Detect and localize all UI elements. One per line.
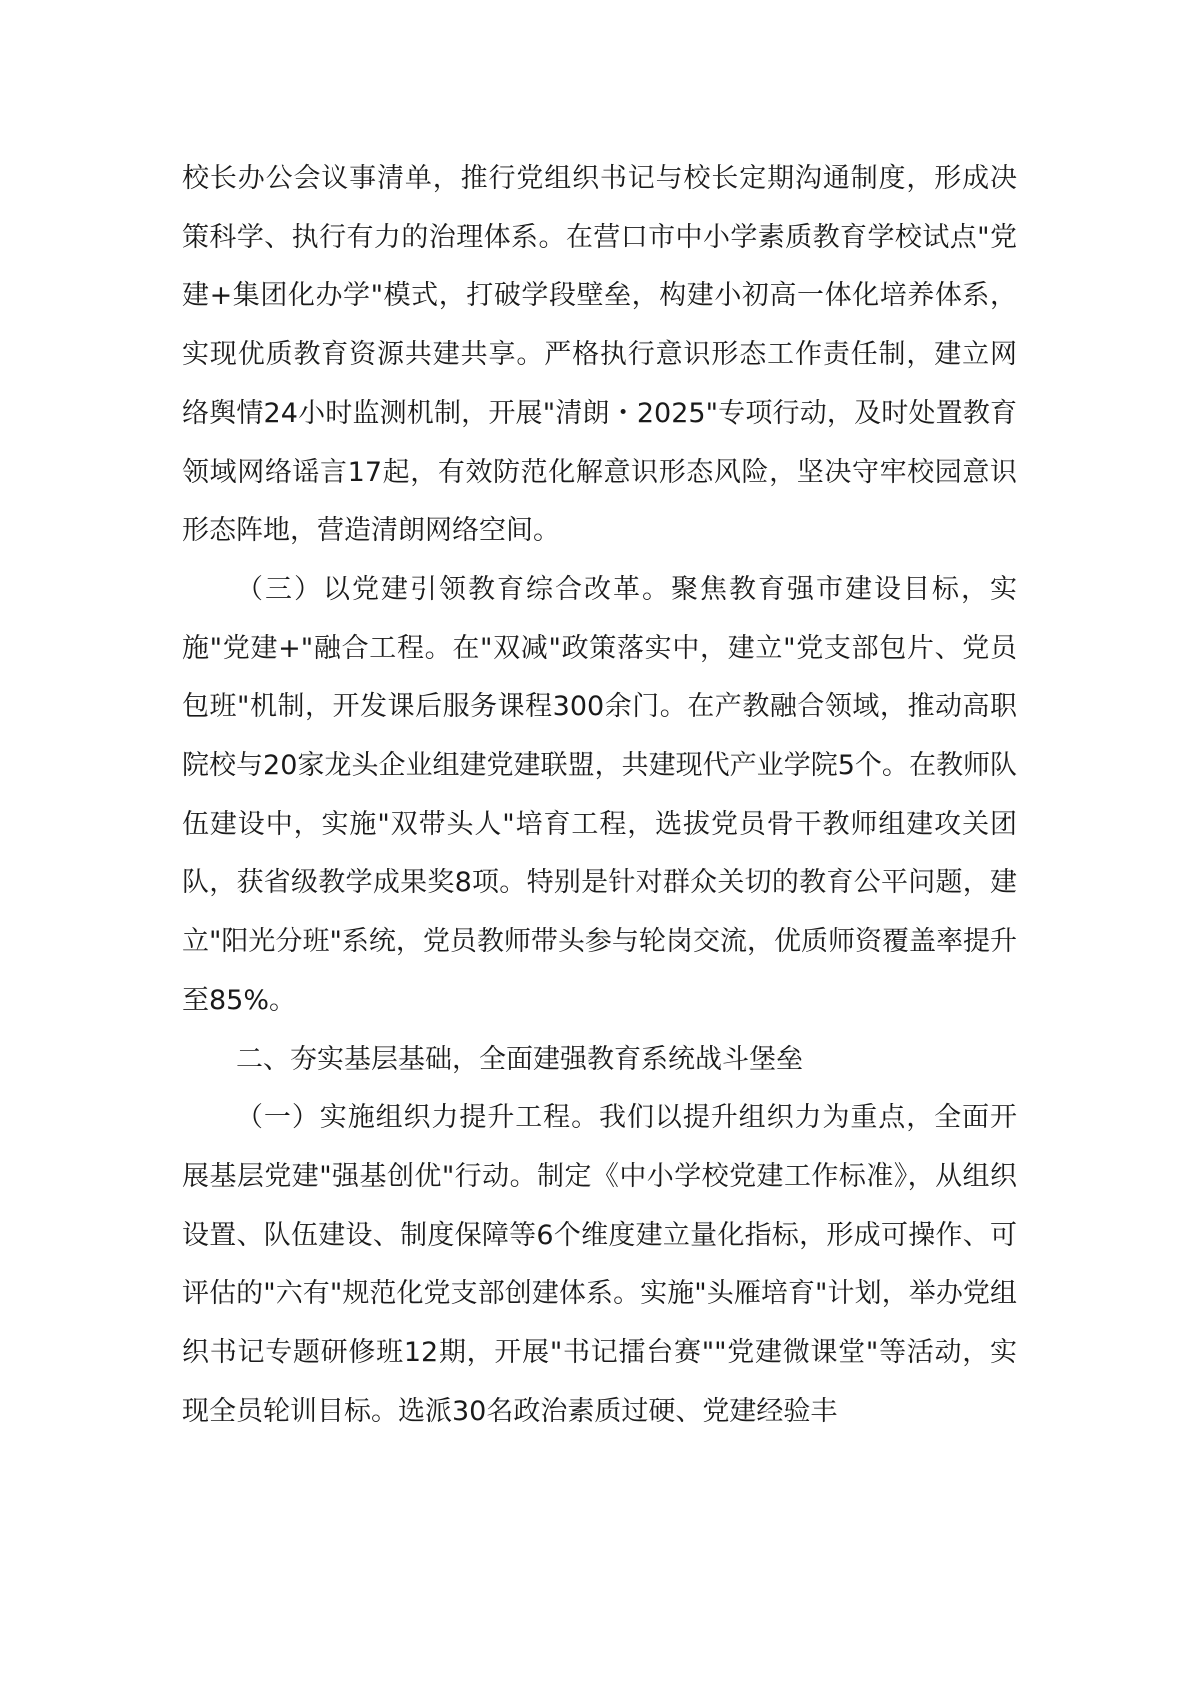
paragraph-section-3: （三）以党建引领教育综合改革。聚焦教育强市建设目标，实施"党建+"融合工程。在"双减"政策落实中，建立"党支部包片、党员包班"机制，开发课后服务课程300余门。在产教融合领域，推动高职院校与20家龙头企业组建党建联盟，共建现代产业学院5个。在教师队伍建设中，实施"双带头人"培育工程，选拔党员骨干教师组建攻关团队，获省级教学成果奖8项。特别是针对群众关切的教育公平问题，建立"阳光分班"系统，党员教师带头参与轮岗交流，优质师资覆盖率提升至85%。 — [182, 573, 1017, 1016]
document-body — [182, 150, 1017, 1441]
paragraph-subsection-1: （一）实施组织力提升工程。我们以提升组织力为重点，全面开展基层党建"强基创优"行动。制定《中小学校党建工作标准》，从组织设置、队伍建设、制度保障等6个维度建立量化指标，形成可操作、可评估的"六有"规范化党支部创建体系。实施"头雁培育"计划，举办党组织书记专题研修班12期，开展"书记擂台赛""党建微课堂"等活动，实现全员轮训目标。选派30名政治素质过硬、党建经验丰 — [182, 1102, 1017, 1427]
paragraph-continuation: 校长办公会议事清单，推行党组织书记与校长定期沟通制度，形成决策科学、执行有力的治理体系。在营口市中小学素质教育学校试点"党建+集团化办学"模式，打破学段壁垒，构建小初高一体化培养体系，实现优质教育资源共建共享。严格执行意识形态工作责任制，建立网络舆情24小时监测机制，开展"清朗・2025"专项行动，及时处置教育领域网络谣言17起，有效防范化解意识形态风险，坚决守牢校园意识形态阵地，营造清朗网络空间。 — [182, 163, 1017, 547]
section-heading-2: 二、夯实基层基础，全面建强教育系统战斗堡垒 — [236, 1043, 803, 1075]
